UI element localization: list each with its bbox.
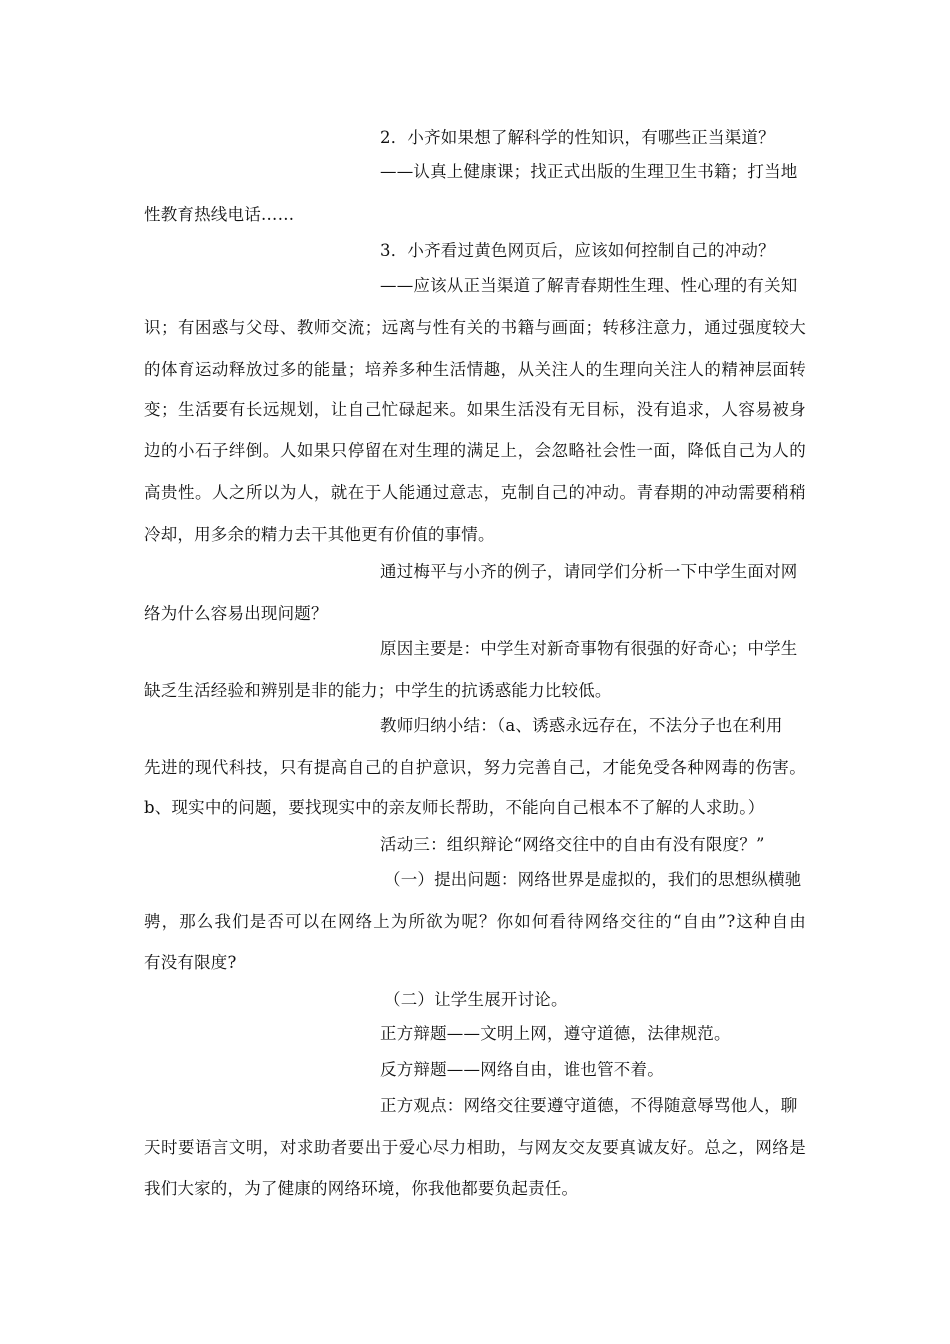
affirmative-topic: 正方辩题——文明上网，遵守道德，法律规范。 [380, 1024, 731, 1043]
analysis-prompt-2: 络为什么容易出现问题？ [144, 604, 328, 623]
step-1-line-1: （一）提出问题：网络世界是虚拟的，我们的思想纵横驰 [384, 870, 802, 889]
question-3: 3．小齐看过黄色网页后，应该如何控制自己的冲动？ [380, 241, 775, 260]
step-2: （二）让学生展开讨论。 [384, 990, 568, 1009]
reason-line-1: 原因主要是：中学生对新奇事物有很强的好奇心；中学生 [380, 639, 798, 658]
summary-line-2: 先进的现代科技，只有提高自己的自护意识，努力完善自己，才能免受各种网毒的伤害。 [144, 758, 806, 777]
answer-3-line-3: 的体育运动释放过多的能量；培养多种生活情趣，从关注人的生理向关注人的精神层面转 [144, 360, 806, 379]
summary-line-1: 教师归纳小结：（a、诱惑永远存在，不法分子也在利用 [380, 716, 783, 735]
step-1-line-3: 有没有限度? [144, 953, 237, 972]
affirmative-view-3: 我们大家的，为了健康的网络环境，你我他都要负起责任。 [144, 1179, 579, 1198]
negative-topic: 反方辩题——网络自由，谁也管不着。 [380, 1060, 664, 1079]
analysis-prompt-1: 通过梅平与小齐的例子，请同学们分析一下中学生面对网 [380, 562, 798, 581]
activity-3-heading: 活动三：组织辩论“网络交往中的自由有没有限度？” [380, 835, 765, 854]
answer-3-line-7: 冷却，用多余的精力去干其他更有价值的事情。 [144, 525, 495, 544]
answer-3-line-2: 识；有困惑与父母、教师交流；远离与性有关的书籍与画面；转移注意力，通过强度较大 [144, 318, 806, 337]
answer-3-line-5: 边的小石子绊倒。人如果只停留在对生理的满足上，会忽略社会性一面，降低自己为人的 [144, 441, 806, 460]
summary-line-3: b、现实中的问题，要找现实中的亲友师长帮助，不能向自己根本不了解的人求助。） [144, 798, 765, 817]
affirmative-view-2: 天时要语言文明，对求助者要出于爱心尽力相助，与网友交友要真诚友好。总之，网络是 [144, 1138, 806, 1157]
answer-2-line-1: ——认真上健康课；找正式出版的生理卫生书籍；打当地 [380, 162, 798, 181]
answer-2-line-2: 性教育热线电话…… [144, 205, 295, 224]
answer-3-line-6: 高贵性。人之所以为人，就在于人能通过意志，克制自己的冲动。青春期的冲动需要稍稍 [144, 483, 806, 502]
answer-3-line-4: 变；生活要有长远规划，让自己忙碌起来。如果生活没有无目标，没有追求，人容易被身 [144, 400, 806, 419]
question-2: 2．小齐如果想了解科学的性知识，有哪些正当渠道？ [380, 128, 775, 147]
answer-3-line-1: ——应该从正当渠道了解青春期性生理、性心理的有关知 [380, 276, 798, 295]
step-1-line-2: 骋，那么我们是否可以在网络上为所欲为呢？你如何看待网络交往的“自由”?这种自由 [144, 912, 806, 931]
reason-line-2: 缺乏生活经验和辨别是非的能力；中学生的抗诱惑能力比较低。 [144, 681, 612, 700]
affirmative-view-1: 正方观点：网络交往要遵守道德，不得随意辱骂他人，聊 [380, 1096, 798, 1115]
